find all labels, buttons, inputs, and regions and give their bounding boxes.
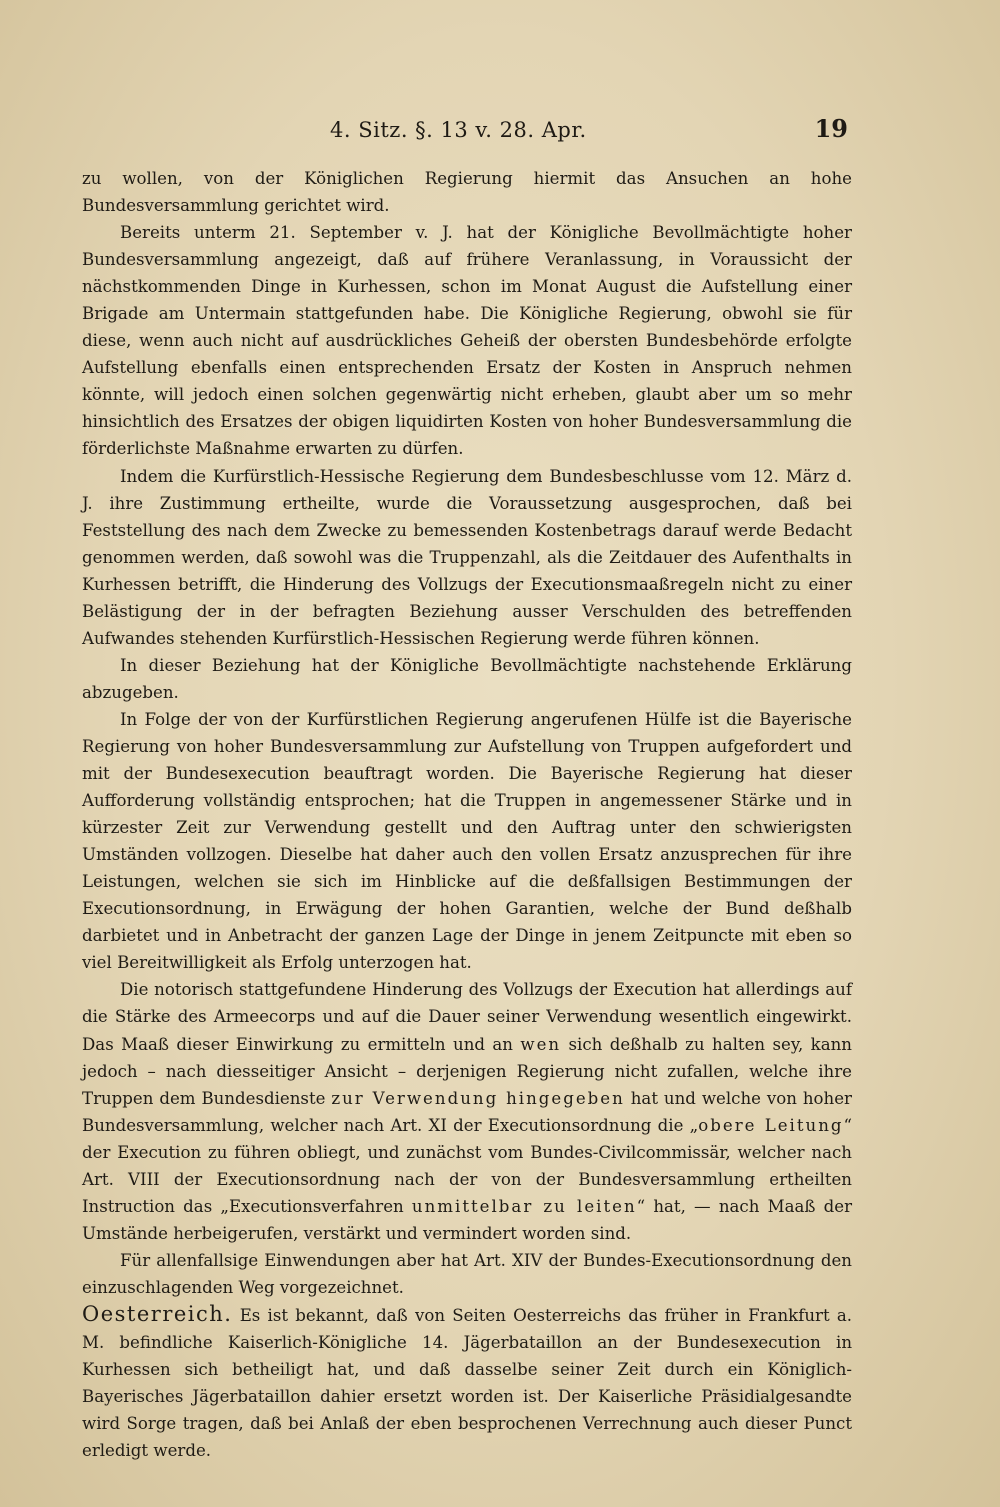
text-run: sich deßhalb zu halten sey, kann jedoch – nach diesseitiger Ansicht – derjenigen Regierung nicht zufallen, welche ihre Truppen dem Bundesdienste [82, 1034, 852, 1108]
emphasis-text: obere Leitung [698, 1115, 844, 1135]
body-text [82, 165, 852, 1464]
paragraph-continuation: zu wollen, von der Königlichen Regierung hiermit das Ansuchen an hohe Bundesversammlung gerichtet wird. [82, 169, 852, 216]
text-run: “ hat, — nach Maaß der Umstände herbeigerufen, verstärkt und vermindert worden sind. [82, 1196, 853, 1243]
page-number: 19 [814, 114, 848, 143]
country-heading: Oesterreich. [82, 1301, 233, 1326]
paragraph-kurhessen-consent: Indem die Kurfürstlich-Hessische Regierung dem Bundesbeschlusse vom 12. März d. J. ihre Zustimmung ertheilte, wurde die Voraussetzung ausgesprochen, daß bei Feststellung des nach dem Zwecke zu bemessenden Kostenbetrags darauf werde Bedacht genommen werden, daß sowohl was die Truppenzahl, als die Zeitdauer des Aufenthalts in Kurhessen betrifft, die Hinderung des Vollzugs der Executionsmaaßregeln nicht zu einer Belästigung der in der befragten Beziehung ausser Verschulden des betreffenden Aufwandes stehenden Kurfürstlich-Hessischen Regierung werde führen können. [82, 466, 852, 648]
text-run: “ der Execution zu führen obliegt, und zunächst vom Bundes-Civilcommissär, welcher nach Art. VIII der Executionsordnung nach der von der Bundesversammlung ertheilten Instruction das „Executionsverfahren [82, 1115, 852, 1216]
text-run: hat und welche von hoher Bundesversammlung, welcher nach Art. XI der Executionsordnung die „ [82, 1088, 852, 1135]
text-run: Die notorisch stattgefundene Hinderung des Vollzugs der Execution hat allerdings auf die Stärke des Armeecorps und auf die Dauer seiner Verwendung wesentlich eingewirkt. Das Maaß dieser Einwirkung zu ermitteln und an [82, 980, 852, 1054]
emphasis-text: zur Verwendung hingegeben [331, 1088, 625, 1108]
running-head: 4. Sitz. §. 13 v. 28. Apr. [330, 118, 587, 142]
paragraph-hinderung [82, 976, 852, 1246]
paragraph-declaration-intro: In dieser Beziehung hat der Königliche Bevollmächtigte nachstehende Erklärung abzugeben. [82, 655, 852, 702]
paragraph-bavarian-execution: In Folge der von der Kurfürstlichen Regierung angerufenen Hülfe ist die Bayerische Regierung von hoher Bundesversammlung zur Aufstellung von Truppen aufgefordert und mit der Bundesexecution beauftragt worden. Die Bayerische Regierung hat dieser Aufforderung vollständig entsprochen; hat die Truppen in angemessener Stärke und in kürzester Zeit zur Verwendung gestellt und den Auftrag unter den schwierigsten Umständen vollzogen. Dieselbe hat daher auch den vollen Ersatz anzusprechen für ihre Leistungen, welchen sie sich im Hinblicke auf die deßfallsigen Bestimmungen der Executionsordnung, in Erwägung der hohen Garantien, welche der Bund deßhalb darbietet und in Anbetracht der ganzen Lage der Dinge in jenem Zeitpuncte mit eben so viel Bereitwilligkeit als Erfolg unterzogen hat. [82, 709, 852, 973]
text-run: Es ist bekannt, daß von Seiten Oesterreichs das früher in Frankfurt a. M. befindliche Kaiserlich-Königliche 14. Jägerbataillon an der Bundesexecution in Kurhessen sich betheiligt hat, und daß dasselbe seiner Zeit durch ein Königlich-Bayerisches Jägerbataillon dahier ersetzt worden ist. Der Kaiserliche Präsidialgesandte wird Sorge tragen, daß bei Anlaß der eben besprochenen Verrechnung auch dieser Punct erledigt werde. [82, 1305, 852, 1461]
paragraph-art-xiv: Für allenfallsige Einwendungen aber hat Art. XIV der Bundes-Executionsordnung den einzuschlagenden Weg vorgezeichnet. [82, 1250, 852, 1297]
paragraph-september-report: Bereits unterm 21. September v. J. hat der Königliche Bevollmächtigte hoher Bundesversammlung angezeigt, daß auf frühere Veranlassung, in Voraussicht der nächstkommenden Dinge in Kurhessen, schon im Monat August die Aufstellung einer Brigade am Untermain stattgefunden habe. Die Königliche Regierung, obwohl sie für diese, wenn auch nicht auf ausdrückliches Geheiß der obersten Bundesbehörde erfolgte Aufstellung ebenfalls einen entsprechenden Ersatz der Kosten in Anspruch nehmen könnte, will jedoch einen solchen gegenwärtig nicht erheben, glaubt aber um so mehr hinsichtlich des Ersatzes der obigen liquidirten Kosten von hoher Bundesversammlung die förderlichste Maßnahme erwarten zu dürfen. [82, 223, 852, 459]
paragraph-oesterreich [82, 1301, 852, 1464]
emphasis-text: wen [520, 1034, 562, 1054]
emphasis-text: unmittelbar zu leiten [411, 1196, 637, 1216]
